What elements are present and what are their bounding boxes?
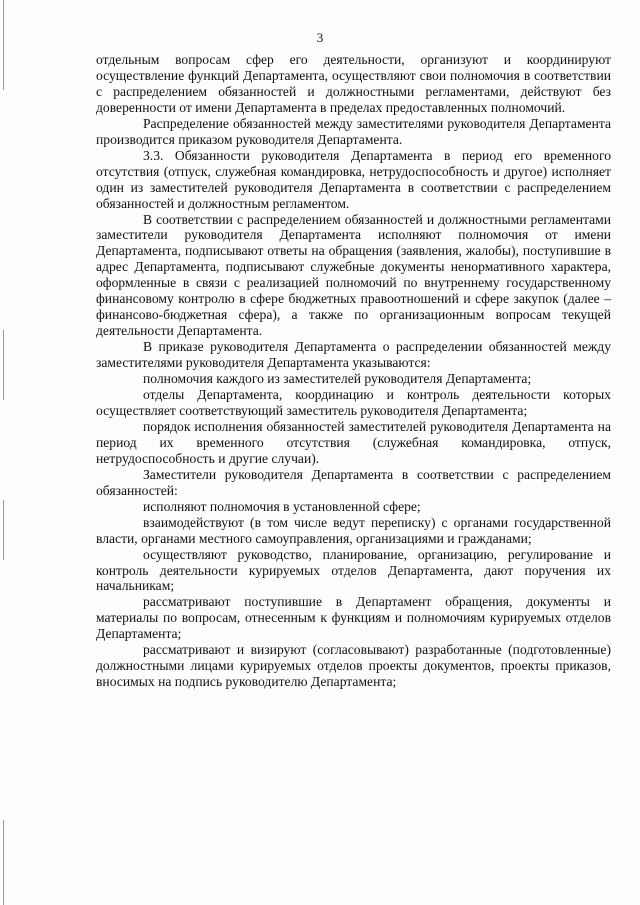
paragraph-3-3: 3.3. Обязанности руководителя Департамента в период его временного отсутствия (отпуск, служебная командировка, нетрудоспособность и другое) исполняет один из заместителей руководителя Департамента в соответствии с распределением обязанностей и должностным регламентом. xyxy=(96,147,611,211)
document-body xyxy=(96,52,611,690)
list-item: отделы Департамента, координацию и контроль деятельности которых осуществляет соответствующий заместитель руководителя Департамента; xyxy=(96,387,611,418)
list-item: осуществляют руководство, планирование, организацию, регулирование и контроль деятельности курируемых отделов Департамента, дают поручения их начальникам; xyxy=(96,546,611,594)
list-item: полномочия каждого из заместителей руководителя Департамента; xyxy=(143,371,532,387)
list-item: исполняют полномочия в установленной сфере; xyxy=(143,498,421,514)
paragraph: Заместители руководителя Департамента в соответствии с распределением обязанностей: xyxy=(96,466,611,498)
list-item: рассматривают поступившие в Департамент обращения, документы и материалы по вопросам, отнесенным к функциям и полномочиям курируемых отделов Департамента; xyxy=(96,594,611,642)
paragraph: Распределение обязанностей между заместителями руководителя Департамента производится приказом руководителя Департамента. xyxy=(96,115,611,147)
list-item: порядок исполнения обязанностей заместителей руководителя Департамента на период их временного отсутствия (служебная командировка, отпуск, нетрудоспособность и другие случаи). xyxy=(96,418,611,466)
list-item: рассматривают и визируют (согласовывают) разработанные (подготовленные) должностными лицами курируемых отделов проекты документов, проекты приказов, вносимых на подпись руководителю Департамента; xyxy=(96,642,611,690)
page-number: 3 xyxy=(316,30,324,45)
paragraph: В приказе руководителя Департамента о распределении обязанностей между заместителями руководителя Департамента указываются: xyxy=(96,339,611,371)
paragraph: В соответствии с распределением обязанностей и должностными регламентами заместители руководителя Департамента исполняют полномочия от имени Департамента, подписывают ответы на обращения (заявления, жалобы), поступившие в адрес Департамента, подписывают служебные документы ненормативного характера, оформленные в связи с реализацией полномочий по внутреннему государственному финансовому контролю в сфере бюджетных правоотношений и сфере закупок (далее – финансово-бюджетная сфера), а также по организационным вопросам текущей деятельности Департамента. xyxy=(96,211,611,339)
scan-margin-line xyxy=(3,820,4,905)
scan-margin-line xyxy=(3,330,4,400)
list-item: взаимодействуют (в том числе ведут переписку) с органами государственной власти, органами местного самоуправления, организациями и гражданами; xyxy=(96,514,611,546)
scan-margin-line xyxy=(3,500,4,560)
paragraph-continuation: отдельным вопросам сфер его деятельности, организуют и координируют осуществление функций Департамента, осуществляют свои полномочия в соответствии с распределением обязанностей и должностными регламентами, действуют без доверенности от имени Департамента в пределах предоставленных полномочий. xyxy=(96,52,611,115)
